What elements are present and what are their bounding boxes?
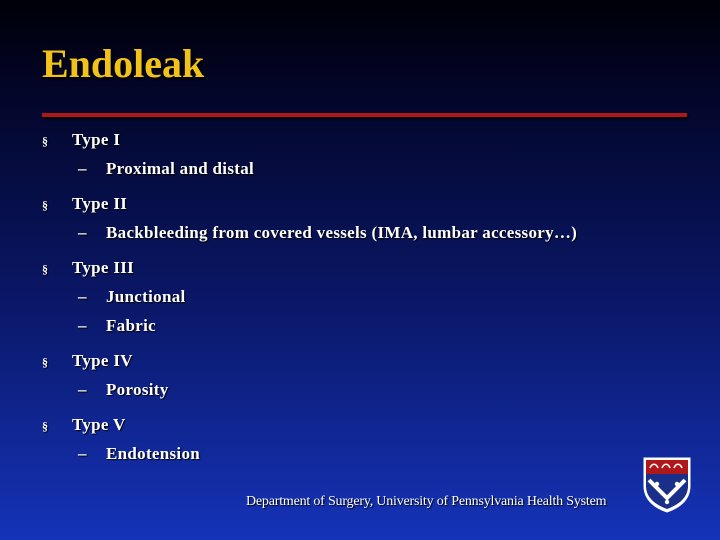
bullet-label: Type III xyxy=(72,258,135,277)
bullet-marker-icon: § xyxy=(42,198,49,212)
bullet-group xyxy=(42,194,682,252)
title-divider xyxy=(42,113,687,117)
sub-bullet-label: Fabric xyxy=(106,316,156,335)
sub-bullet-label: Backbleeding from covered vessels (IMA, lumbar accessory…) xyxy=(106,223,578,242)
bullet-item xyxy=(42,258,682,287)
sub-bullet-label: Proximal and distal xyxy=(106,159,255,178)
sub-bullet-label: Endotension xyxy=(106,444,201,463)
bullet-group xyxy=(42,258,682,345)
bullet-item xyxy=(42,194,682,223)
penn-shield-icon xyxy=(641,456,693,514)
bullet-label: Type IV xyxy=(72,351,133,370)
footer-credit: Department of Surgery, University of Pennsylvania Health System xyxy=(246,494,607,509)
dash-marker: – xyxy=(78,223,87,242)
bullet-marker-icon: § xyxy=(42,419,49,433)
sub-bullet-item xyxy=(42,316,682,345)
dash-marker: – xyxy=(78,316,87,335)
dash-marker: – xyxy=(78,159,87,178)
bullet-marker-icon: § xyxy=(42,355,49,369)
sub-bullet-item xyxy=(42,444,682,473)
bullet-marker-icon: § xyxy=(42,262,49,276)
sub-bullet-item xyxy=(42,223,682,252)
sub-bullet-label: Porosity xyxy=(106,380,169,399)
dash-marker: – xyxy=(78,444,87,463)
bullet-list xyxy=(42,130,682,473)
sub-bullet-item xyxy=(42,380,682,409)
bullet-item xyxy=(42,130,682,159)
sub-bullet-label: Junctional xyxy=(106,287,186,306)
bullet-item xyxy=(42,415,682,444)
sub-bullet-item xyxy=(42,159,682,188)
bullet-group xyxy=(42,351,682,409)
bullet-marker-icon: § xyxy=(42,134,49,148)
bullet-group xyxy=(42,415,682,473)
bullet-group xyxy=(42,130,682,188)
bullet-label: Type II xyxy=(72,194,128,213)
bullet-label: Type I xyxy=(72,130,121,149)
slide-title: Endoleak xyxy=(42,41,205,86)
dash-marker: – xyxy=(78,287,87,306)
bullet-item xyxy=(42,351,682,380)
sub-bullet-item xyxy=(42,287,682,316)
bullet-label: Type V xyxy=(72,415,126,434)
dash-marker: – xyxy=(78,380,87,399)
